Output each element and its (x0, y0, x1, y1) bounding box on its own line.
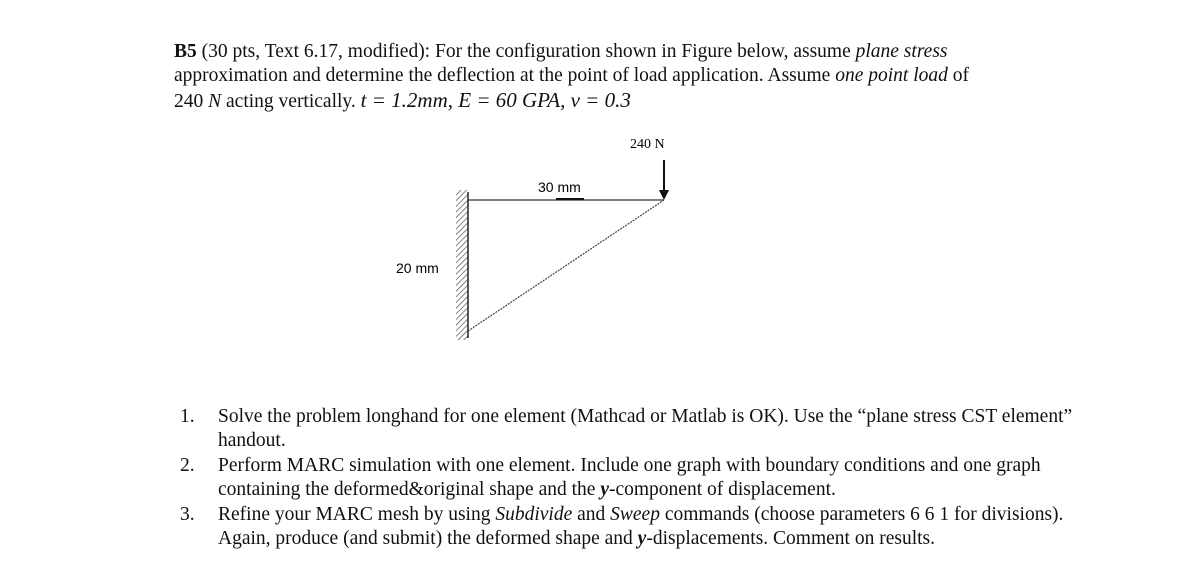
fixed-wall-hatch (456, 190, 468, 340)
task-number: 3. (180, 504, 195, 525)
task-number: 2. (180, 455, 195, 476)
problem-intro: (30 pts, Text 6.17, modified): For the configuration shown in Figure below, assume (196, 41, 856, 62)
load-arrow-head (659, 190, 669, 200)
task-text: Perform MARC simulation with one element. Include one graph with boundary conditions and one graph containing the deformed&original shape and the (218, 455, 1041, 500)
hypotenuse-edge (468, 200, 664, 331)
task-text: commands (choose parameters 6 6 1 for divisions). Again, produce (and submit) the deformed shape and (218, 504, 1064, 549)
task-command: Subdivide (495, 504, 573, 525)
problem-text: 240 (174, 91, 209, 112)
problem-text: acting vertically. (221, 91, 361, 112)
unit-newton: N (208, 91, 222, 112)
task-text: Refine your MARC mesh by using (218, 504, 496, 525)
problem-text: of (947, 65, 969, 86)
task-text: Solve the problem longhand for one element (Mathcad or Matlab is OK). Use the “plane stress CST element” handout. (218, 406, 1073, 451)
problem-text: approximation and determine the deflection at the point of load application. Assume (174, 65, 836, 86)
task-text: -displacements. Comment on results. (646, 528, 935, 549)
task-text: -component of displacement. (608, 479, 836, 500)
task-emphasis: y (637, 528, 647, 549)
task-emphasis: y (600, 479, 609, 500)
list-item (180, 454, 1080, 502)
height-dimension-label: 20 mm (396, 260, 439, 276)
width-dimension-label: 30 mm (538, 179, 581, 195)
material-parameters: t = 1.2mm, E = 60 GPA, ν = 0.3 (360, 88, 631, 112)
problem-label: B5 (174, 41, 197, 62)
task-text: and (572, 504, 611, 525)
emphasis-point-load: one point load (835, 65, 948, 86)
list-item (180, 405, 1080, 453)
load-label: 240 N (630, 137, 665, 152)
task-command: Sweep (610, 504, 660, 525)
task-number: 1. (180, 406, 195, 427)
emphasis-plane-stress: plane stress (855, 41, 948, 62)
task-list (180, 405, 1080, 552)
list-item (180, 503, 1080, 551)
